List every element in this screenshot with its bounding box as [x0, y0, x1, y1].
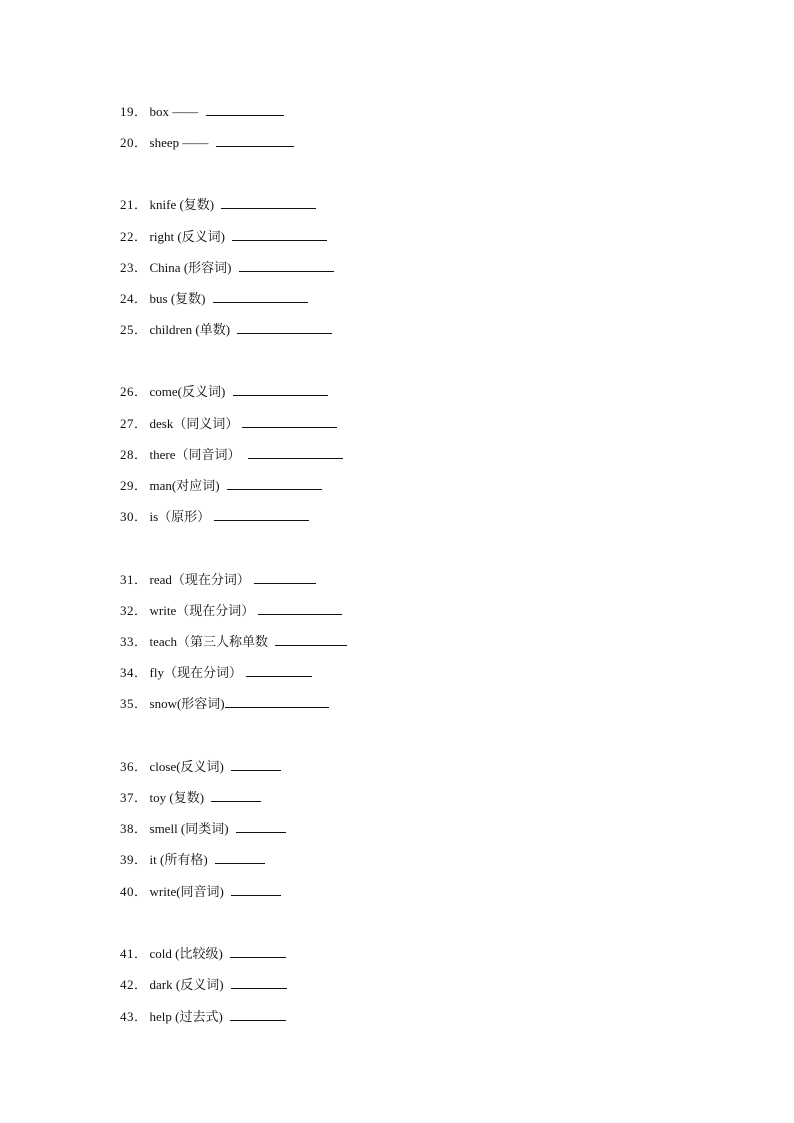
answer-blank[interactable] — [236, 819, 286, 833]
item-number: 26． — [120, 384, 148, 399]
item-number: 23． — [120, 260, 148, 275]
item-prompt: help (过去式) — [149, 1009, 227, 1024]
item-prompt: dark (反义词) — [149, 977, 227, 992]
answer-blank[interactable] — [258, 601, 342, 615]
exercise-item — [120, 507, 309, 527]
answer-blank[interactable] — [254, 570, 316, 584]
item-prompt: come(反义词) — [149, 384, 229, 399]
answer-blank[interactable] — [230, 1007, 286, 1021]
item-number: 38． — [120, 821, 148, 836]
item-prompt: man(对应词) — [149, 478, 223, 493]
answer-blank[interactable] — [225, 694, 329, 708]
item-prompt: snow(形容词) — [149, 696, 225, 711]
item-number: 25． — [120, 322, 148, 337]
item-prompt: sheep —— — [149, 135, 212, 150]
answer-blank[interactable] — [216, 133, 294, 147]
item-prompt: write(同音词) — [149, 884, 228, 899]
item-number: 21． — [120, 197, 148, 212]
exercise-item — [120, 382, 328, 402]
answer-blank[interactable] — [214, 507, 309, 521]
item-number: 35． — [120, 696, 148, 711]
item-number: 30． — [120, 509, 148, 524]
item-number: 40． — [120, 884, 148, 899]
exercise-item — [120, 819, 286, 839]
item-prompt: desk（同义词） — [149, 416, 239, 431]
exercise-item — [120, 227, 327, 247]
item-prompt: there（同音词） — [149, 447, 244, 462]
answer-blank[interactable] — [221, 195, 316, 209]
exercise-item — [120, 601, 342, 621]
item-number: 20． — [120, 135, 148, 150]
exercise-item — [120, 445, 343, 465]
exercise-item — [120, 1007, 286, 1027]
exercise-item — [120, 414, 337, 434]
answer-blank[interactable] — [206, 102, 284, 116]
item-number: 33． — [120, 634, 148, 649]
item-number: 28． — [120, 447, 148, 462]
item-prompt: is（原形） — [149, 509, 211, 524]
exercise-item — [120, 476, 322, 496]
exercise-item — [120, 320, 332, 340]
item-number: 24． — [120, 291, 148, 306]
item-number: 41． — [120, 946, 148, 961]
item-number: 22． — [120, 229, 148, 244]
item-number: 31． — [120, 572, 148, 587]
item-number: 36． — [120, 759, 148, 774]
answer-blank[interactable] — [242, 414, 337, 428]
exercise-item — [120, 663, 312, 683]
exercise-item — [120, 788, 261, 808]
item-prompt: close(反义词) — [149, 759, 228, 774]
answer-blank[interactable] — [239, 258, 334, 272]
answer-blank[interactable] — [275, 632, 347, 646]
item-number: 39． — [120, 852, 148, 867]
item-prompt: box —— — [149, 104, 202, 119]
item-prompt: fly（现在分词） — [149, 665, 242, 680]
exercise-item — [120, 757, 281, 777]
item-prompt: cold (比较级) — [149, 946, 227, 961]
answer-blank[interactable] — [237, 320, 332, 334]
answer-blank[interactable] — [232, 227, 327, 241]
item-prompt: knife (复数) — [149, 197, 218, 212]
item-prompt: toy (复数) — [149, 790, 208, 805]
exercise-item — [120, 289, 308, 309]
item-prompt: read（现在分词） — [149, 572, 250, 587]
exercise-item — [120, 570, 316, 590]
item-prompt: bus (复数) — [149, 291, 209, 306]
exercise-item — [120, 975, 287, 995]
item-number: 32． — [120, 603, 148, 618]
item-number: 19． — [120, 104, 148, 119]
answer-blank[interactable] — [231, 975, 287, 989]
answer-blank[interactable] — [230, 944, 286, 958]
answer-blank[interactable] — [248, 445, 343, 459]
answer-blank[interactable] — [246, 663, 312, 677]
exercise-item — [120, 258, 334, 278]
answer-blank[interactable] — [231, 757, 281, 771]
item-prompt: right (反义词) — [149, 229, 229, 244]
item-number: 29． — [120, 478, 148, 493]
answer-blank[interactable] — [215, 850, 265, 864]
exercise-item — [120, 694, 329, 714]
exercise-item — [120, 882, 281, 902]
answer-blank[interactable] — [213, 289, 308, 303]
exercise-item — [120, 133, 294, 153]
item-prompt: smell (同类词) — [149, 821, 232, 836]
item-prompt: write（现在分词） — [149, 603, 255, 618]
item-number: 27． — [120, 416, 148, 431]
answer-blank[interactable] — [231, 882, 281, 896]
item-prompt: teach（第三人称单数 — [149, 634, 272, 649]
item-number: 43． — [120, 1009, 148, 1024]
item-number: 34． — [120, 665, 148, 680]
item-prompt: it (所有格) — [149, 852, 211, 867]
item-prompt: China (形容词) — [149, 260, 235, 275]
item-number: 37． — [120, 790, 148, 805]
item-number: 42． — [120, 977, 148, 992]
exercise-item — [120, 632, 347, 652]
answer-blank[interactable] — [227, 476, 322, 490]
answer-blank[interactable] — [233, 382, 328, 396]
exercise-item — [120, 195, 316, 215]
answer-blank[interactable] — [211, 788, 261, 802]
exercise-item — [120, 944, 286, 964]
exercise-item — [120, 850, 265, 870]
item-prompt: children (单数) — [149, 322, 234, 337]
exercise-item — [120, 102, 284, 122]
